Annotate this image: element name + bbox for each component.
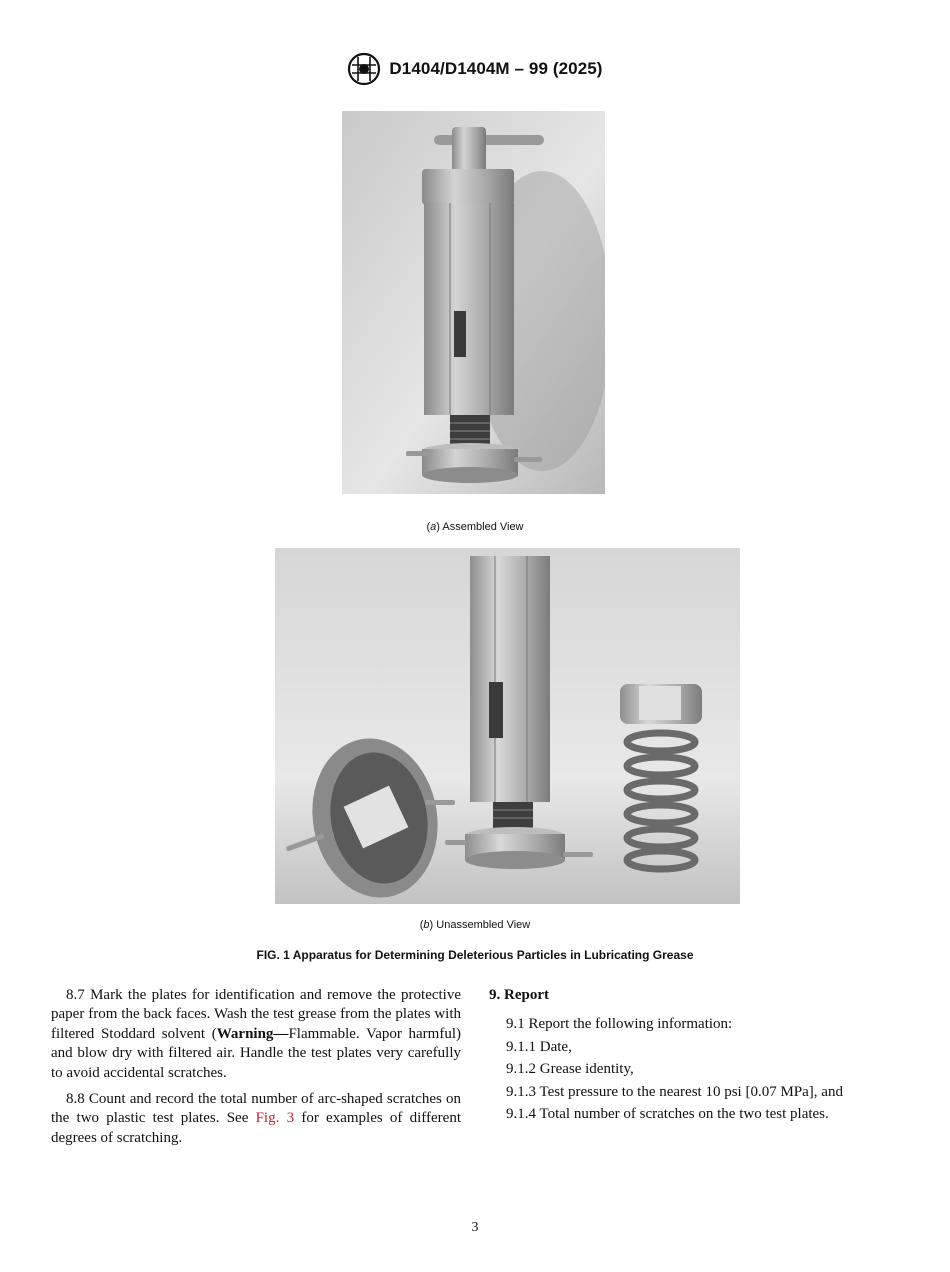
report-item: 9.1.3 Test pressure to the nearest 10 psi [0.07 MPa], and: [506, 1083, 843, 1100]
figure-title: FIG. 1 Apparatus for Determining Deleterious Particles in Lubricating Grease: [256, 948, 694, 962]
fig-3-link[interactable]: Fig. 3: [255, 1110, 295, 1127]
caption-unassembled-view: (b) Unassembled View: [419, 919, 531, 931]
astm-logo-icon: [347, 52, 381, 86]
photo-assembled-view: [342, 111, 605, 494]
right-column: [489, 986, 909, 1127]
paragraph-8-8: 8.8 Count and record the total number of arc-shaped scratches on the two plastic test plates. See Fig. 3 for examples of different degrees of scratching.: [51, 1091, 462, 1146]
report-item: 9.1.4 Total number of scratches on the two test plates.: [506, 1106, 829, 1123]
caption-assembled-view: (a) Assembled View: [426, 521, 524, 533]
report-item: 9.1.2 Grease identity,: [506, 1061, 634, 1078]
paragraph-8-7: 8.7 Mark the plates for identification and remove the protective paper from the back faces. Wash the test grease from the plates with filtered Stoddard solvent (Warning—Flammable. Vapor harmful) and blow dry with filtered air. Handle the test plates very carefully to avoid accidental scratches.: [51, 987, 462, 1081]
photo-unassembled-view: [275, 548, 740, 904]
document-id: D1404/D1404M – 99 (2025): [389, 59, 603, 78]
left-column: [51, 986, 461, 1155]
report-item: 9.1 Report the following information:: [506, 1016, 733, 1033]
page-number: 3: [471, 1220, 479, 1235]
page-header: [0, 52, 950, 86]
section-title-report: 9. Report: [489, 987, 549, 1003]
report-item: 9.1.1 Date,: [506, 1038, 572, 1055]
